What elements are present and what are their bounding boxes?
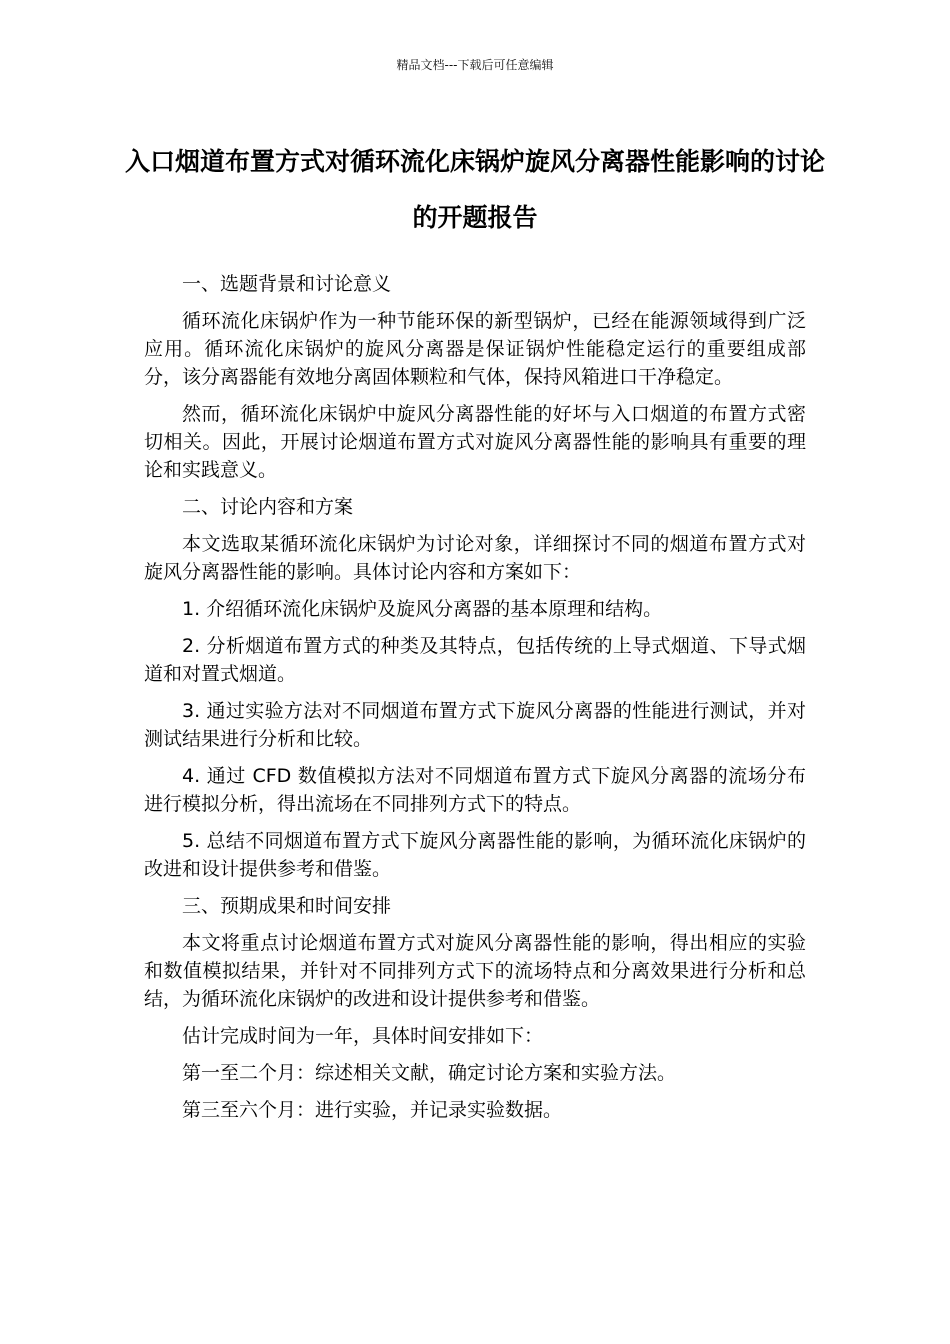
document-body: [144, 270, 806, 1133]
paragraph-background-1: 循环流化床锅炉作为一种节能环保的新型锅炉，已经在能源领域得到广泛应用。循环流化床锅炉的旋风分离器是保证锅炉性能稳定运行的重要组成部分，该分离器能有效地分离固体颗粒和气体，保持风箱进口干净稳定。: [144, 310, 806, 388]
section-heading-schedule: 三、预期成果和时间安排: [182, 895, 392, 917]
list-item-5: 5. 总结不同烟道布置方式下旋风分离器性能的影响，为循环流化床锅炉的改进和设计提供参考和借鉴。: [144, 830, 806, 880]
section-heading-background: 一、选题背景和讨论意义: [182, 273, 392, 295]
list-item-4: 4. 通过 CFD 数值模拟方法对不同烟道布置方式下旋风分离器的流场分布进行模拟分析，得出流场在不同排列方式下的特点。: [144, 765, 806, 815]
list-item-1: 1. 介绍循环流化床锅炉及旋风分离器的基本原理和结构。: [182, 598, 663, 620]
list-item-3: 3. 通过实验方法对不同烟道布置方式下旋风分离器的性能进行测试，并对测试结果进行分析和比较。: [144, 700, 806, 750]
schedule-item-1: 第一至二个月：综述相关文献，确定讨论方案和实验方法。: [182, 1062, 677, 1084]
document-title: 入口烟道布置方式对循环流化床锅炉旋风分离器性能影响的讨论的开题报告: [124, 147, 825, 232]
paragraph-content-intro: 本文选取某循环流化床锅炉为讨论对象，详细探讨不同的烟道布置方式对旋风分离器性能的影响。具体讨论内容和方案如下：: [144, 533, 806, 583]
paragraph-schedule-intro: 估计完成时间为一年，具体时间安排如下：: [182, 1025, 544, 1047]
paragraph-expected-results: 本文将重点讨论烟道布置方式对旋风分离器性能的影响，得出相应的实验和数值模拟结果，并针对不同排列方式下的流场特点和分离效果进行分析和总结，为循环流化床锅炉的改进和设计提供参考和借鉴。: [144, 932, 806, 1010]
schedule-item-2: 第三至六个月：进行实验，并记录实验数据。: [182, 1099, 563, 1121]
list-item-2: 2. 分析烟道布置方式的种类及其特点，包括传统的上导式烟道、下导式烟道和对置式烟道。: [144, 635, 806, 685]
section-heading-content: 二、讨论内容和方案: [182, 496, 354, 518]
paragraph-background-2: 然而，循环流化床锅炉中旋风分离器性能的好坏与入口烟道的布置方式密切相关。因此，开展讨论烟道布置方式对旋风分离器性能的影响具有重要的理论和实践意义。: [144, 403, 806, 481]
page-header-note: 精品文档---下载后可任意编辑: [396, 58, 554, 72]
